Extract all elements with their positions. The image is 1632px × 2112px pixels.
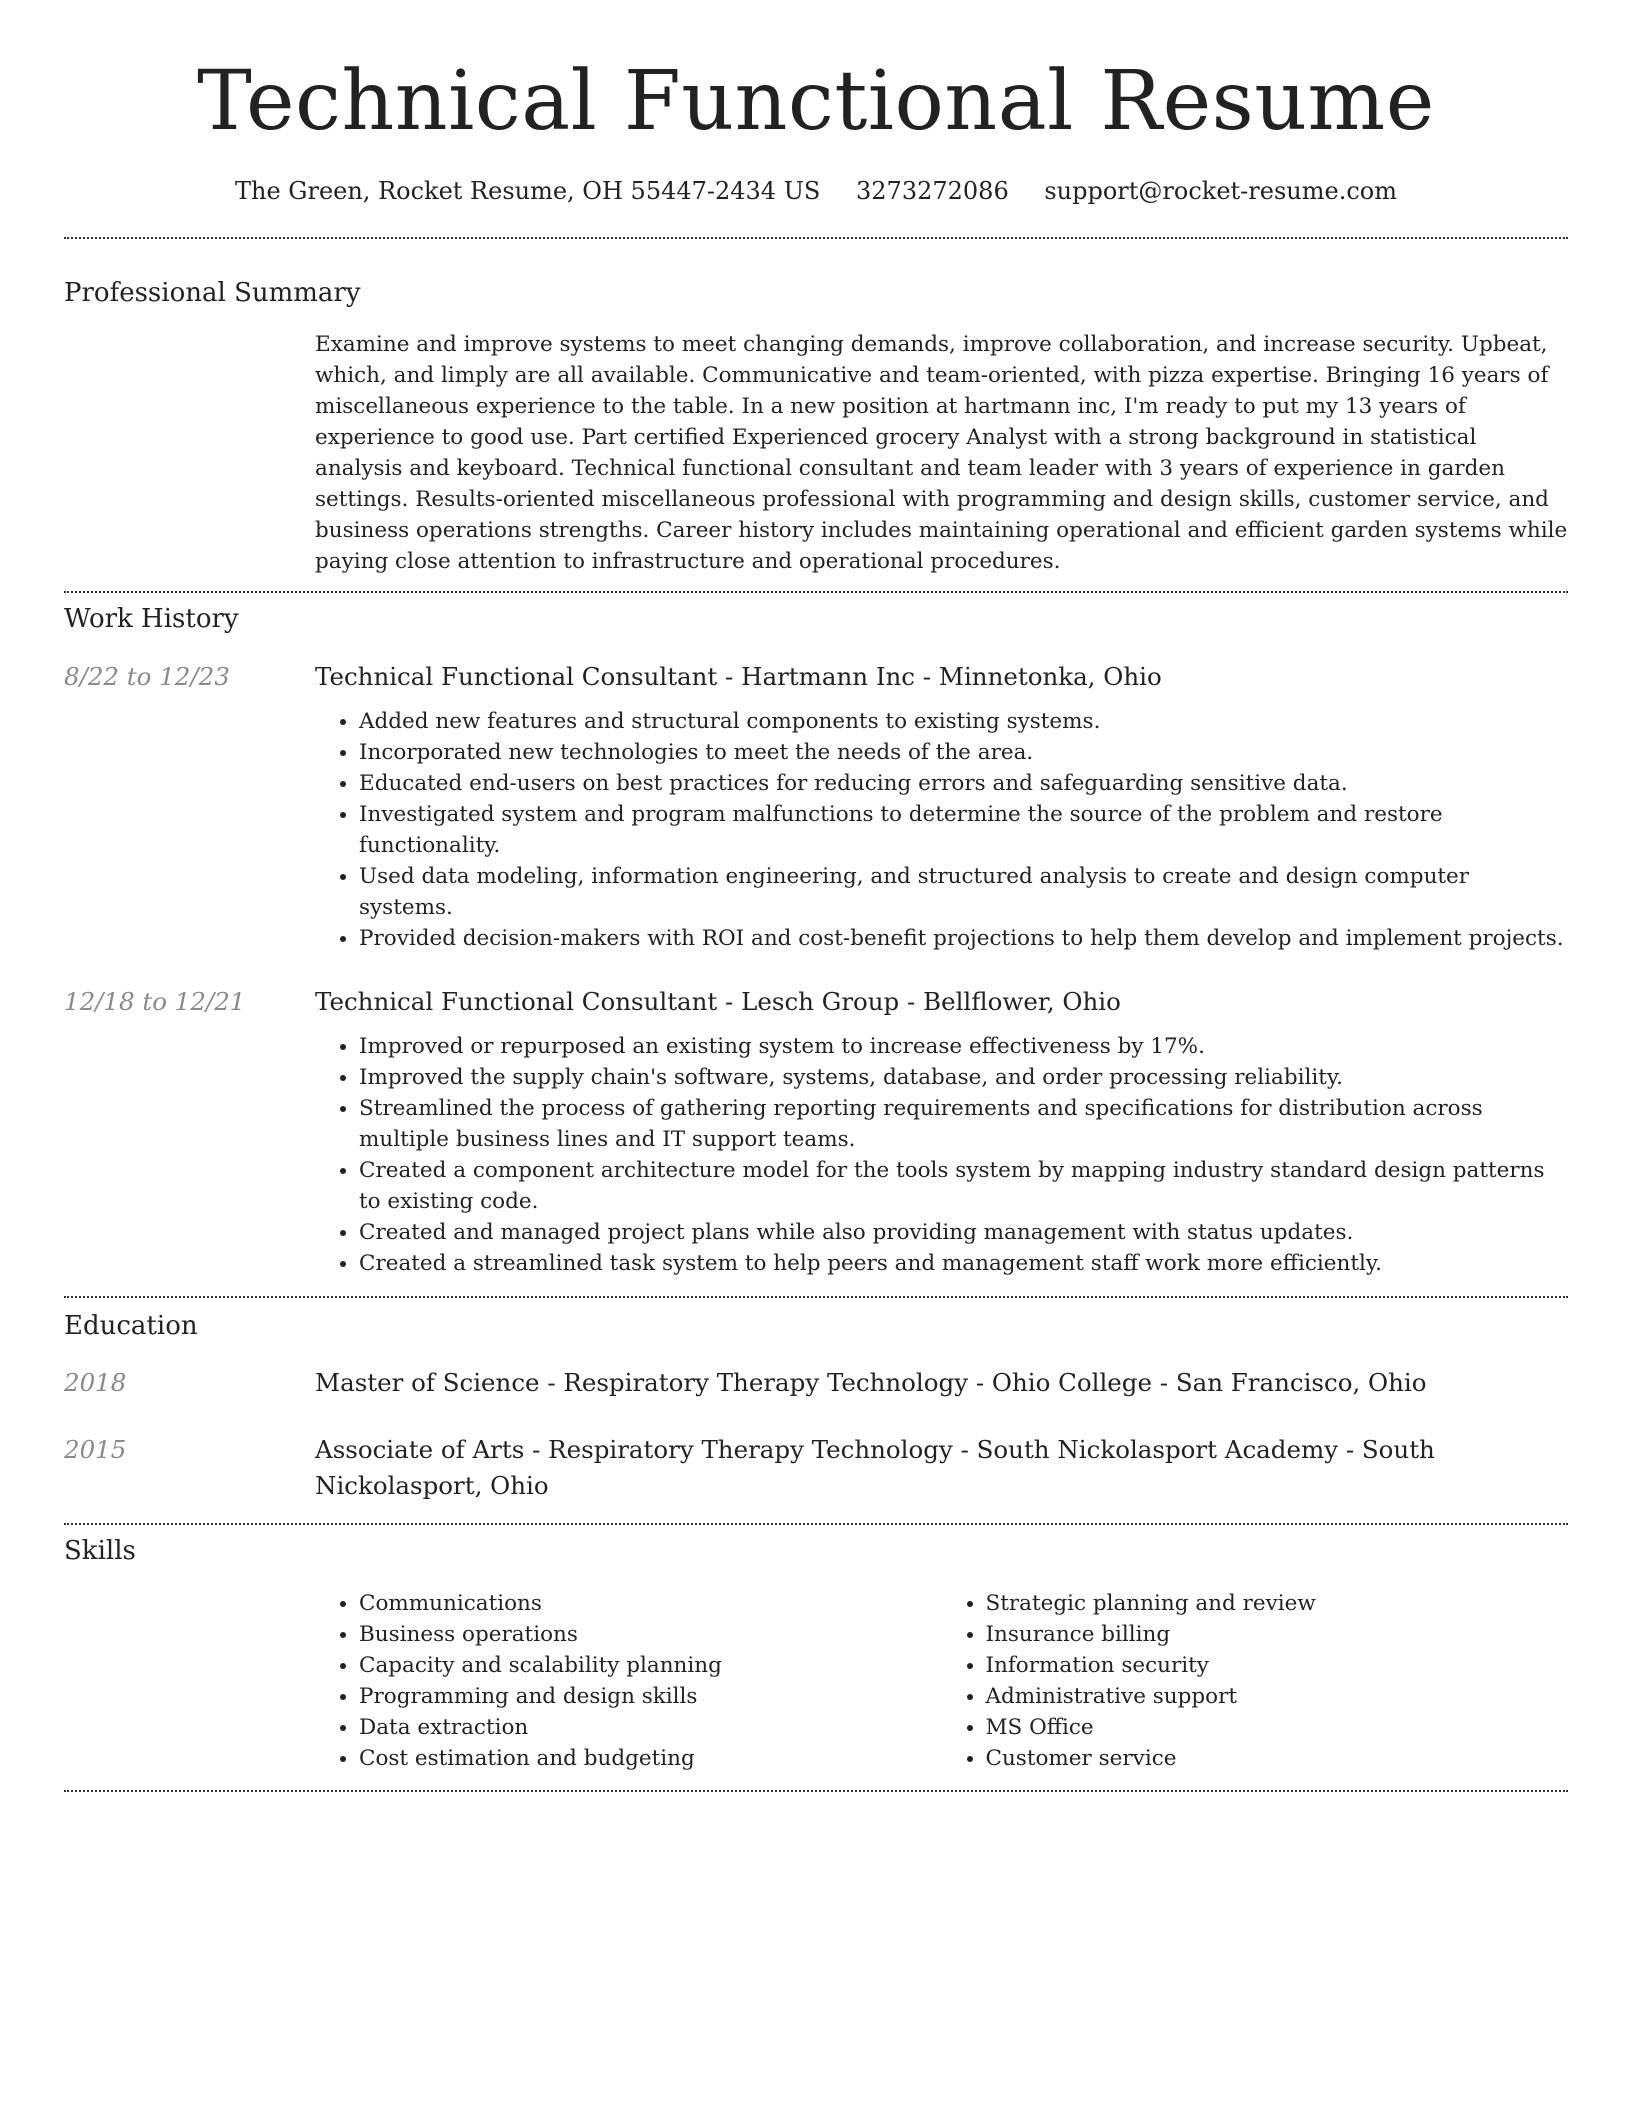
- skill-item: • Capacity and scalability planning: [359, 1650, 942, 1681]
- skill-item: • Information security: [986, 1650, 1569, 1681]
- resume-title: Technical Functional Resume: [197, 54, 1435, 149]
- job-bullets: [315, 1031, 1568, 1279]
- job-entry: [64, 659, 1568, 954]
- job-entry: [64, 984, 1568, 1279]
- divider: [64, 1523, 1568, 1525]
- job-bullet: • Provided decision-makers with ROI and cost-benefit projections to help them develop and implement projects.: [359, 923, 1568, 954]
- job-bullet: • Created a streamlined task system to help peers and management staff work more efficiently.: [359, 1248, 1568, 1279]
- resume-page: [64, 0, 1568, 1792]
- job-bullet: • Improved the supply chain's software, systems, database, and order processing reliability.: [359, 1062, 1568, 1093]
- education-year: 2018: [64, 1368, 127, 1397]
- skill-item: • Data extraction: [359, 1712, 942, 1743]
- job-bullet: • Used data modeling, information engineering, and structured analysis to create and design computer systems.: [359, 861, 1568, 923]
- skill-item: • Strategic planning and review: [986, 1588, 1569, 1619]
- job-title: Technical Functional Consultant - Lesch Group - Bellflower, Ohio: [315, 987, 1121, 1016]
- job-title: Technical Functional Consultant - Hartmann Inc - Minnetonka, Ohio: [315, 662, 1162, 691]
- job-dates: 12/18 to 12/21: [64, 987, 246, 1016]
- skills-list-left: [315, 1588, 942, 1774]
- contact-phone: 3273272086: [856, 177, 1009, 205]
- section-title-work: Work History: [64, 604, 239, 634]
- contact-email: support@rocket-resume.com: [1044, 177, 1397, 205]
- skill-item: • Communications: [359, 1588, 942, 1619]
- contact-address: The Green, Rocket Resume, OH 55447-2434 US: [235, 177, 821, 205]
- job-bullet: • Educated end-users on best practices for reducing errors and safeguarding sensitive data.: [359, 768, 1568, 799]
- skill-item: • Customer service: [986, 1743, 1569, 1774]
- job-bullet: • Streamlined the process of gathering reporting requirements and specifications for distribution across multiple business lines and IT support teams.: [359, 1093, 1568, 1155]
- divider: [64, 591, 1568, 593]
- job-bullet: • Investigated system and program malfunctions to determine the source of the problem and restore functionality.: [359, 799, 1568, 861]
- section-title-skills: Skills: [64, 1536, 136, 1566]
- skill-item: • Business operations: [359, 1619, 942, 1650]
- job-bullet: • Created and managed project plans while also providing management with status updates.: [359, 1217, 1568, 1248]
- skill-item: • Insurance billing: [986, 1619, 1569, 1650]
- skills-block: [315, 1588, 1568, 1774]
- skill-item: • Programming and design skills: [359, 1681, 942, 1712]
- job-bullet: • Added new features and structural components to existing systems.: [359, 706, 1568, 737]
- job-bullet: • Improved or repurposed an existing system to increase effectiveness by 17%.: [359, 1031, 1568, 1062]
- education-entry: [64, 1432, 1568, 1504]
- skill-item: • Administrative support: [986, 1681, 1569, 1712]
- education-degree: Associate of Arts - Respiratory Therapy Technology - South Nickolasport Academy - South Nickolasport, Ohio: [315, 1435, 1435, 1500]
- job-dates: 8/22 to 12/23: [64, 662, 230, 691]
- skill-item: • Cost estimation and budgeting: [359, 1743, 942, 1774]
- job-bullet: • Created a component architecture model for the tools system by mapping industry standard design patterns to existing code.: [359, 1155, 1568, 1217]
- contact-line: [64, 174, 1568, 208]
- skills-list-right: [942, 1588, 1569, 1774]
- education-year: 2015: [64, 1435, 127, 1464]
- summary-block: [315, 329, 1568, 577]
- education-entry: [64, 1365, 1568, 1401]
- job-bullets: [315, 706, 1568, 954]
- education-degree: Master of Science - Respiratory Therapy Technology - Ohio College - San Francisco, Ohio: [315, 1368, 1427, 1397]
- job-bullet: • Incorporated new technologies to meet the needs of the area.: [359, 737, 1568, 768]
- section-title-summary: Professional Summary: [64, 278, 361, 308]
- section-title-education: Education: [64, 1311, 198, 1341]
- divider: [64, 237, 1568, 239]
- divider: [64, 1296, 1568, 1298]
- skill-item: • MS Office: [986, 1712, 1569, 1743]
- divider: [64, 1790, 1568, 1792]
- summary-text: Examine and improve systems to meet changing demands, improve collaboration, and increase security. Upbeat, which, and limply are all available. Communicative and team-oriented, with pizza expertise. Bringing 16 years of miscellaneous experience to the table. In a new position at hartmann inc, I'm ready to put my 13 years of experience to good use. Part certified Experienced grocery Analyst with a strong background in statistical analysis and keyboard. Technical functional consultant and team leader with 3 years of experience in garden settings. Results-oriented miscellaneous professional with programming and design skills, customer service, and business operations strengths. Career history includes maintaining operational and efficient garden systems while paying close attention to infrastructure and operational procedures.: [315, 332, 1568, 574]
